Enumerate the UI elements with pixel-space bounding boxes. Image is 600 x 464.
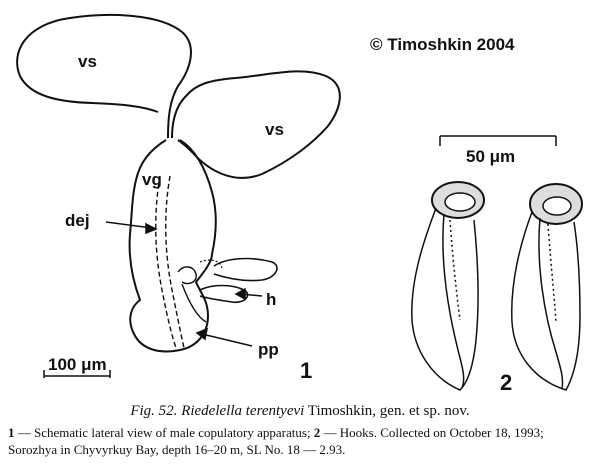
hook-left-drawing <box>412 182 484 390</box>
figure-2-number: 2 <box>500 370 513 395</box>
left-seminal-vesicle <box>17 15 191 138</box>
figure-1-number: 1 <box>300 358 313 383</box>
author-suffix: Timoshkin, gen. et sp. nov. <box>304 403 470 419</box>
figure-number-label: Fig. 52. <box>130 403 178 419</box>
caption-part2-number: 2 <box>313 425 321 440</box>
label-h: h <box>266 290 277 309</box>
label-dej: dej <box>65 211 90 230</box>
caption-part1-text: — Schematic lateral view of male copulatory apparatus; <box>14 425 314 440</box>
species-name: Riedelella terentyevi <box>181 403 305 419</box>
scale-bar-100-label: 100 μm <box>48 355 107 374</box>
label-vs-left: vs <box>78 52 97 71</box>
label-vg: vg <box>142 170 162 189</box>
hook-upper <box>214 259 277 281</box>
right-seminal-vesicle <box>172 71 340 178</box>
copyright-text: © Timoshkin 2004 <box>370 35 515 54</box>
caption-part2-text: — Hooks. Collected on October 18, 1993; Sorozhya in Chyvyrkuy Bay, depth 16–20 m, SL No. 18 — 2.93. <box>8 425 544 457</box>
figure-caption-body <box>8 424 592 458</box>
scale-bar-50-label: 50 μm <box>466 147 516 166</box>
copulatory-apparatus-drawing <box>17 15 340 351</box>
ejaculatory-duct <box>156 176 176 348</box>
label-pp: pp <box>258 340 279 359</box>
hook-right-drawing <box>512 184 582 390</box>
label-vs-right: vs <box>265 120 284 139</box>
figure-caption-title <box>0 403 600 420</box>
scale-bar-50 <box>440 136 556 146</box>
caption-part1-number: 1 <box>8 425 15 440</box>
